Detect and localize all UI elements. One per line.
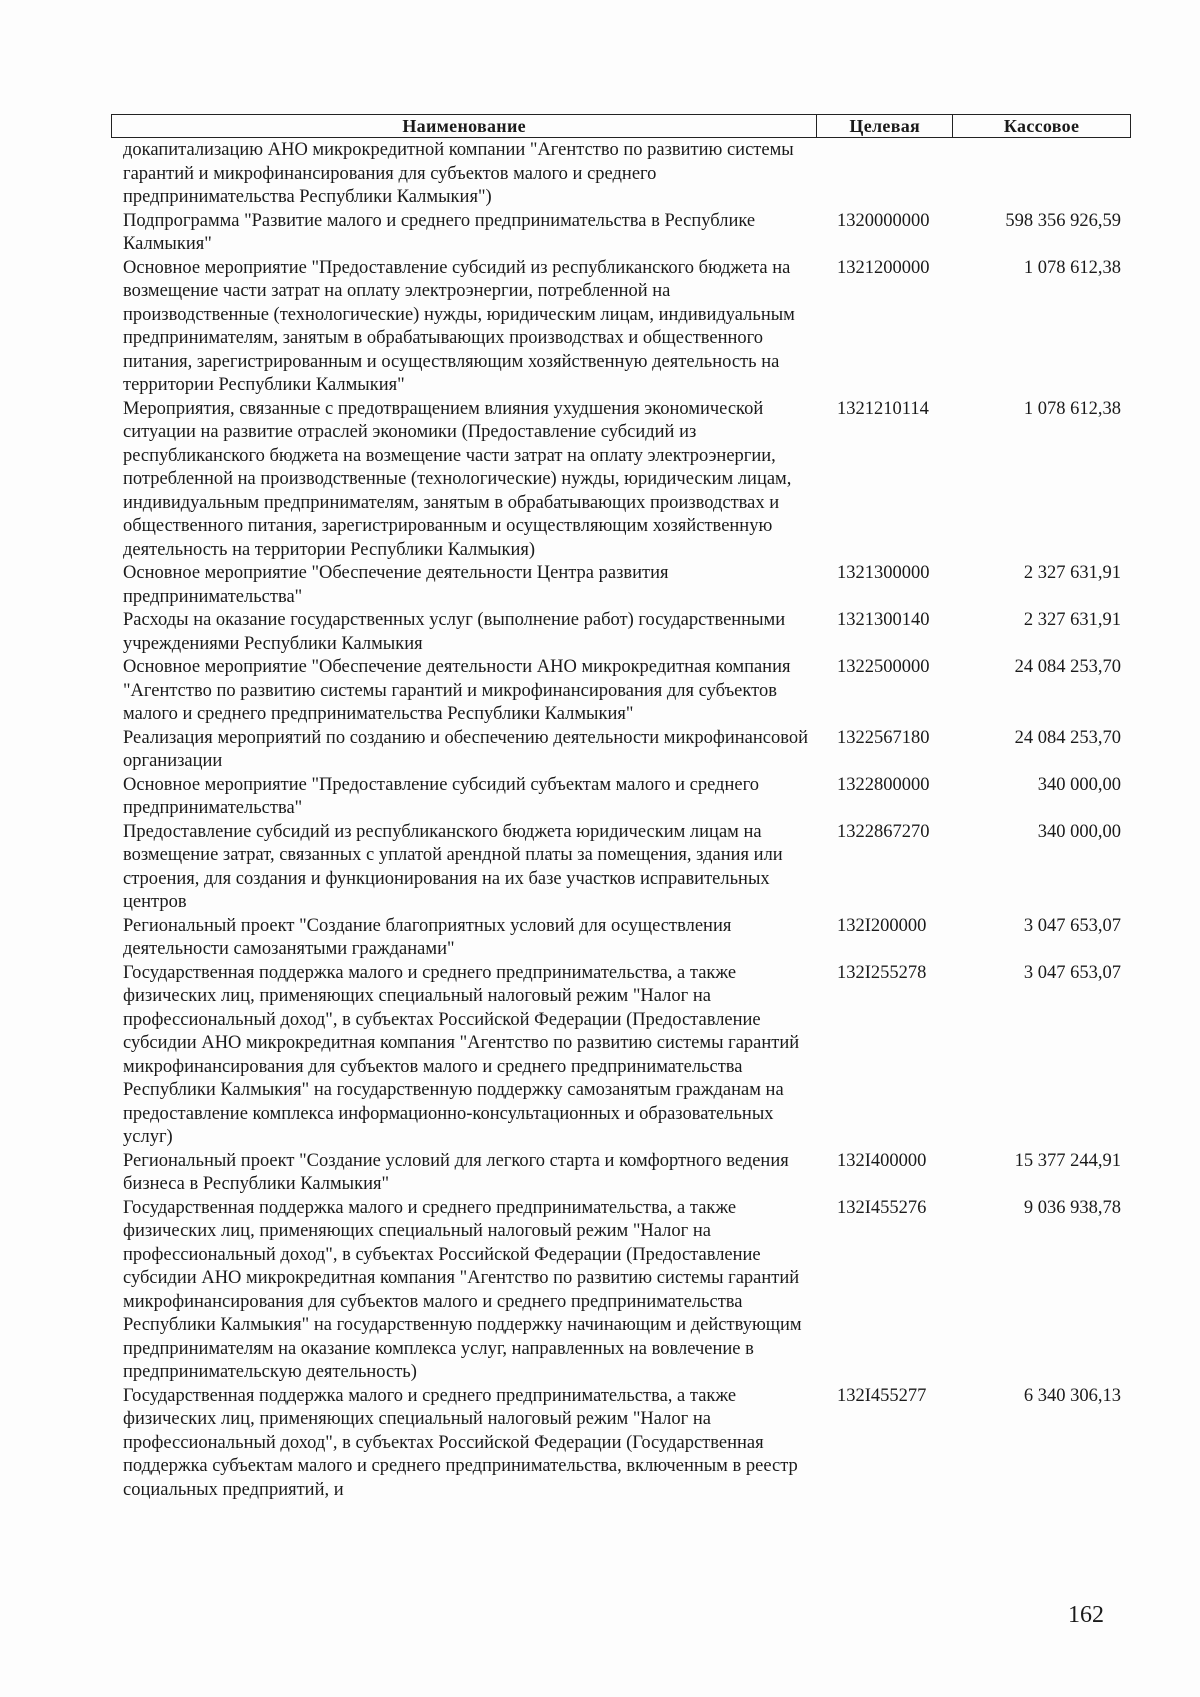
row-code: 1322800000: [837, 774, 930, 795]
table-row: [111, 774, 1131, 821]
header-code: Целевая: [817, 115, 953, 137]
table-row: [111, 821, 1131, 915]
row-amount: 3 047 653,07: [1023, 962, 1121, 983]
table-row: [111, 656, 1131, 727]
row-name: Мероприятия, связанные с предотвращением влияния ухудшения экономической ситуации на развитие отраслей экономики (Предоставление субсидий из республиканского бюджета на возмещение части затрат на оплату электроэнергии, потребленной на производственные (технологические) нужды, юридическим лицам, индивидуальным предпринимателям, занятым в обрабатывающих производствах и общественного питания, зарегистрированным и осуществляющим хозяйственную деятельность на территории Республики Калмыкия): [123, 398, 792, 560]
table-row: [111, 915, 1131, 962]
row-code: 1322567180: [837, 727, 930, 748]
row-code: 132I455277: [837, 1385, 927, 1406]
table-row: [111, 609, 1131, 656]
row-amount: 6 340 306,13: [1023, 1385, 1121, 1406]
table-row: [111, 398, 1131, 563]
row-amount: 24 084 253,70: [1014, 727, 1121, 748]
row-amount: 2 327 631,91: [1023, 563, 1121, 583]
table-row: [111, 210, 1131, 257]
budget-table: [111, 114, 1131, 1502]
table-row: [111, 139, 1131, 210]
row-amount: 3 047 653,07: [1023, 915, 1121, 936]
row-amount: 2 327 631,91: [1023, 610, 1121, 630]
row-name: Государственная поддержка малого и среднего предпринимательства, а также физических лиц, применяющих специальный налоговый режим "Налог на профессиональный доход", в субъектах Российской Федерации (Государственная поддержка субъектам малого и среднего предпринимательства, включенным в реестр социальных предприятий, и: [123, 1385, 798, 1500]
table-row: [111, 1385, 1131, 1503]
row-code: 1321200000: [837, 257, 930, 278]
table-row: [111, 257, 1131, 398]
row-name: Региональный проект "Создание благоприятных условий для осуществления деятельности самозанятыми гражданами": [123, 915, 732, 959]
row-name: Реализация мероприятий по созданию и обеспечению деятельности микрофинансовой организации: [123, 727, 808, 771]
row-name: Государственная поддержка малого и среднего предпринимательства, а также физических лиц, применяющих специальный налоговый режим "Налог на профессиональный доход", в субъектах Российской Федерации (Предоставление субсидии АНО микрокредитная компания "Агентство по развитию системы гарантий микрофинансирования для субъектов малого и среднего предпринимательства Республики Калмыкия" на государственную поддержку начинающим и действующим предпринимателям на оказание комплекса услуг, направленных на вовлечение в предпринимательскую деятельность): [123, 1197, 802, 1382]
row-name: Предоставление субсидий из республиканского бюджета юридическим лицам на возмещение затрат, связанных с уплатой арендной платы за помещения, здания или строения, для создания и функционирования на их базе участков исправительных центров: [123, 821, 783, 912]
row-code: 132I400000: [837, 1150, 927, 1171]
row-code: 132I455276: [837, 1197, 927, 1218]
table-body: [111, 139, 1131, 1502]
row-name: Основное мероприятие "Обеспечение деятельности АНО микрокредитная компания "Агентство по развитию системы гарантий и микрофинансирования для субъектов малого и среднего предпринимательства Республики Калмыкия": [123, 657, 791, 724]
row-amount: 15 377 244,91: [1014, 1150, 1121, 1171]
row-name: докапитализацию АНО микрокредитной компании "Агентство по развитию системы гарантий и микрофинансирования для субъектов малого и среднего предпринимательства Республики Калмыкия"): [123, 140, 794, 207]
row-name: Основное мероприятие "Предоставление субсидий субъектам малого и среднего предпринимательства": [123, 774, 759, 818]
row-amount: 598 356 926,59: [1005, 210, 1121, 231]
row-name: Региональный проект "Создание условий для легкого старта и комфортного ведения бизнеса в Республики Калмыкия": [123, 1150, 789, 1194]
row-amount: 9 036 938,78: [1023, 1197, 1121, 1218]
row-code: 1322500000: [837, 657, 930, 677]
table-row: [111, 562, 1131, 609]
row-code: 1321300000: [837, 563, 930, 583]
row-amount: 1 078 612,38: [1023, 398, 1121, 419]
header-name: Наименование: [112, 115, 817, 137]
page-number: 162: [1068, 1602, 1104, 1628]
row-name: Основное мероприятие "Обеспечение деятельности Центра развития предпринимательства": [123, 563, 669, 607]
row-name: Подпрограмма "Развитие малого и среднего предпринимательства в Республике Калмыкия": [123, 210, 756, 254]
row-code: 1322867270: [837, 821, 930, 842]
row-code: 1321210114: [837, 398, 929, 419]
table-row: [111, 962, 1131, 1150]
row-amount: 340 000,00: [1037, 774, 1121, 795]
table-row: [111, 1150, 1131, 1197]
row-amount: 340 000,00: [1037, 821, 1121, 842]
table-row: [111, 727, 1131, 774]
table-header: [111, 114, 1131, 138]
table-row: [111, 1197, 1131, 1385]
row-name: Расходы на оказание государственных услуг (выполнение работ) государственными учреждениями Республики Калмыкия: [123, 610, 786, 654]
row-name: Государственная поддержка малого и среднего предпринимательства, а также физических лиц, применяющих специальный налоговый режим "Налог на профессиональный доход", в субъектах Российской Федерации (Предоставление субсидии АНО микрокредитная компания "Агентство по развитию системы гарантий микрофинансирования для субъектов малого и среднего предпринимательства Республики Калмыкия" на государственную поддержку самозанятым гражданам на предоставление комплекса информационно-консультационных и образовательных услуг): [123, 962, 800, 1147]
row-code: 1321300140: [837, 610, 930, 630]
header-amount: Кассовое: [1003, 116, 1080, 136]
row-name: Основное мероприятие "Предоставление субсидий из республиканского бюджета на возмещение части затрат на оплату электроэнергии, потребленной на производственные (технологические) нужды, юридическим лицам, индивидуальным предпринимателям, занятым в обрабатывающих производствах и общественного питания, зарегистрированным и осуществляющим хозяйственную деятельность на территории Республики Калмыкия": [123, 257, 795, 395]
row-code: 1320000000: [837, 210, 930, 231]
row-amount: 24 084 253,70: [1014, 657, 1121, 677]
row-code: 132I255278: [837, 962, 927, 983]
row-code: 132I200000: [837, 915, 927, 936]
row-amount: 1 078 612,38: [1023, 257, 1121, 278]
